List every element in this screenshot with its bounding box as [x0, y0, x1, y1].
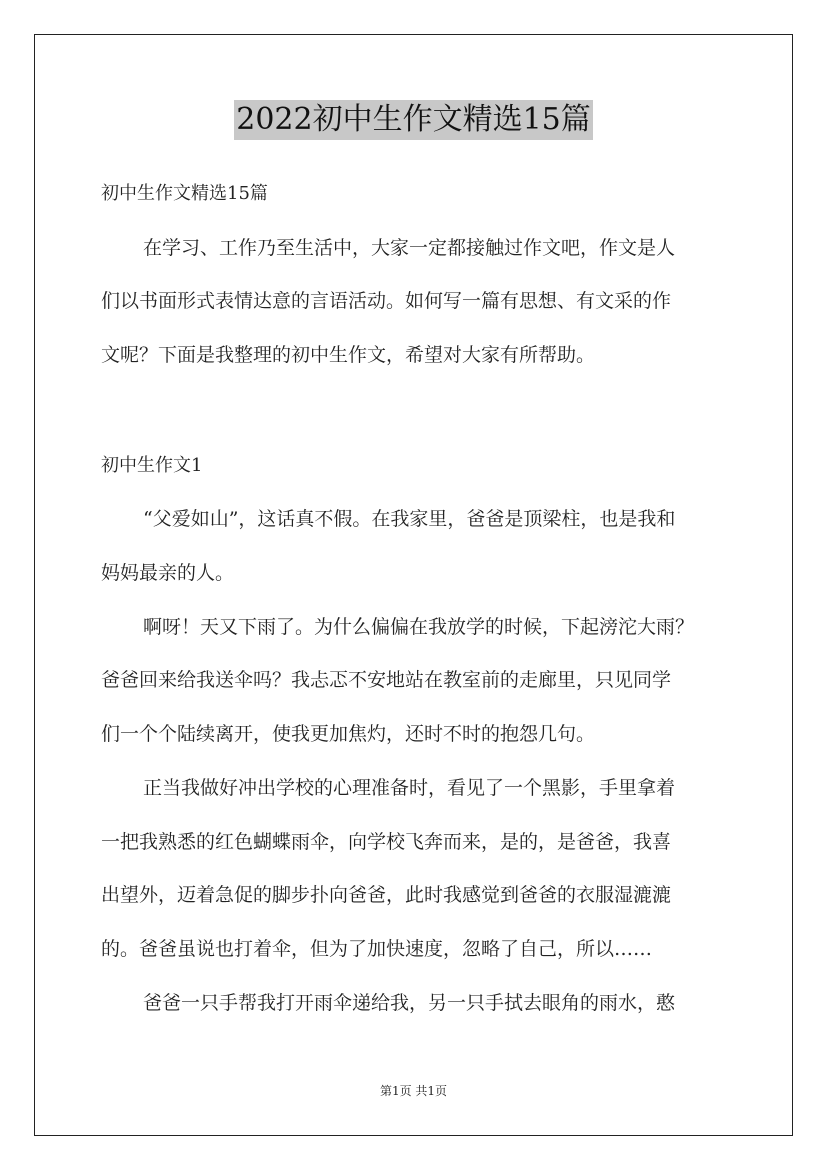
document-title-wrap	[0, 100, 827, 140]
paragraph2-line-1: 啊呀！天又下雨了。为什么偏偏在我放学的时候，下起滂沱大雨？	[143, 616, 695, 638]
paragraph1-line-2: 妈妈最亲的人。	[101, 562, 235, 584]
paragraph3-line-4: 的。爸爸虽说也打着伞，但为了加快速度，忽略了自己，所以……	[101, 938, 653, 960]
intro-line-2: 们以书面形式表情达意的言语活动。如何写一篇有思想、有文采的作	[101, 290, 672, 312]
paragraph1-line-1: “父爱如山”，这话真不假。在我家里，爸爸是顶梁柱，也是我和	[143, 508, 676, 530]
section-heading: 初中生作文1	[101, 455, 203, 476]
paragraph4-line-1: 爸爸一只手帮我打开雨伞递给我，另一只手拭去眼角的雨水，憨	[143, 992, 676, 1014]
paragraph3-line-3: 出望外，迈着急促的脚步扑向爸爸，此时我感觉到爸爸的衣服湿漉漉	[101, 884, 672, 906]
paragraph3-line-2: 一把我熟悉的红色蝴蝶雨伞，向学校飞奔而来，是的，是爸爸，我喜	[101, 831, 672, 853]
paragraph2-line-3: 们一个个陆续离开，使我更加焦灼，还时不时的抱怨几句。	[101, 723, 596, 745]
subtitle: 初中生作文精选15篇	[101, 183, 268, 204]
paragraph2-line-2: 爸爸回来给我送伞吗？我忐忑不安地站在教室前的走廊里，只见同学	[101, 669, 672, 691]
page-footer: 第1页 共1页	[379, 1084, 448, 1098]
intro-line-3: 文呢？下面是我整理的初中生作文，希望对大家有所帮助。	[101, 344, 596, 366]
paragraph3-line-1: 正当我做好冲出学校的心理准备时，看见了一个黑影，手里拿着	[143, 777, 676, 799]
document-title: 2022初中生作文精选15篇	[234, 100, 593, 140]
intro-line-1: 在学习、工作乃至生活中，大家一定都接触过作文吧，作文是人	[143, 237, 676, 259]
